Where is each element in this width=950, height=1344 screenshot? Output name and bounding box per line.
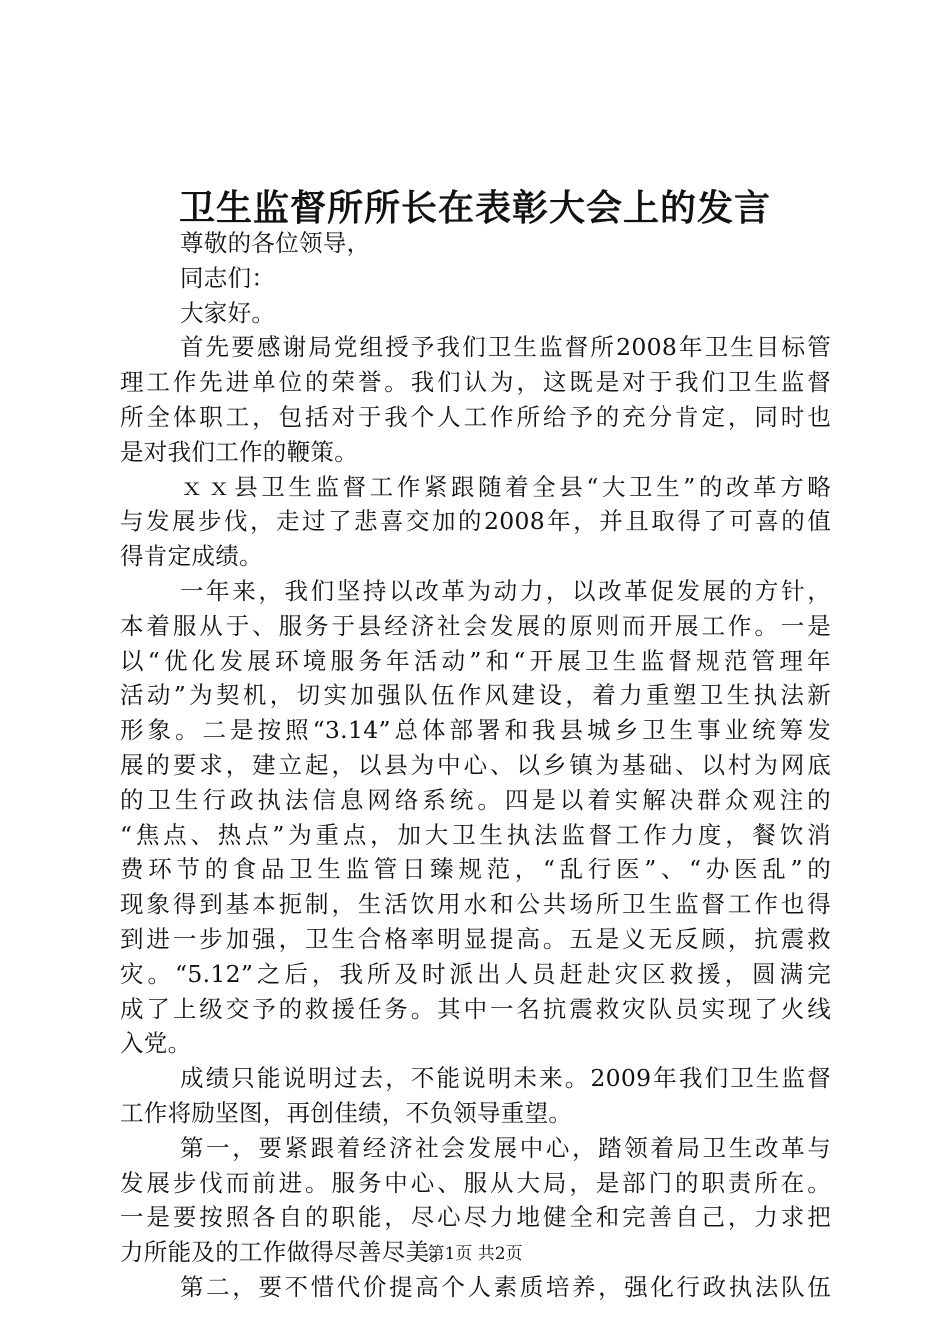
text-line: 得肯定成绩。 xyxy=(120,542,263,571)
text-line: 第二，要不惜代价提高个人素质培养，强化行政执法队伍 xyxy=(180,1272,831,1301)
text-line: 力所能及的工作做得尽善尽美。 xyxy=(120,1238,454,1267)
text-line: 尊敬的各位领导， xyxy=(180,229,371,257)
text-line: ｘｘ县卫生监督工作紧跟随着全县“大卫生”的改革方略 xyxy=(180,472,831,501)
text-line: 以“优化发展环境服务年活动”和“开展卫生监督规范管理年 xyxy=(120,646,831,675)
text-line: 一是要按照各自的职能，尽心尽力地健全和完善自己，力求把 xyxy=(120,1203,831,1232)
text-line: 成了上级交予的救援任务。其中一名抗震救灾队员实现了火线 xyxy=(120,994,831,1023)
text-line: 现象得到基本扼制，生活饮用水和公共场所卫生监督工作也得 xyxy=(120,890,831,919)
text-line: 一年来，我们坚持以改革为动力，以改革促发展的方针， xyxy=(180,576,831,605)
text-line: 到进一步加强，卫生合格率明显提高。五是义无反顾，抗震救 xyxy=(120,924,831,953)
text-line: 形象。二是按照“3.14”总体部署和我县城乡卫生事业统筹发 xyxy=(120,716,831,745)
text-line: 同志们： xyxy=(180,263,276,292)
text-line: 首先要感谢局党组授予我们卫生监督所2008年卫生目标管 xyxy=(180,333,831,362)
text-line: 本着服从于、服务于县经济社会发展的原则而开展工作。一是 xyxy=(120,611,831,640)
document-title: 卫生监督所所长在表彰大会上的发言 xyxy=(178,187,771,229)
text-line: 成绩只能说明过去，不能说明未来。2009年我们卫生监督 xyxy=(180,1064,831,1093)
text-line: 的卫生行政执法信息网络系统。四是以着实解决群众观注的 xyxy=(120,785,831,814)
text-line: 发展步伐而前进。服务中心、服从大局，是部门的职责所在。 xyxy=(120,1168,831,1197)
text-line: 理工作先进单位的荣誉。我们认为，这既是对于我们卫生监督 xyxy=(120,368,831,397)
text-line: 大家好。 xyxy=(180,298,276,327)
text-line: 活动”为契机，切实加强队伍作风建设，着力重塑卫生执法新 xyxy=(120,681,831,710)
text-line: 所全体职工，包括对于我个人工作所给予的充分肯定，同时也 xyxy=(120,402,831,431)
text-line: 工作将励坚图，再创佳绩，不负领导重望。 xyxy=(120,1098,573,1127)
text-line: 与发展步伐，走过了悲喜交加的2008年，并且取得了可喜的值 xyxy=(120,507,831,536)
text-line: 入党。 xyxy=(120,1029,192,1058)
text-line: 灾。“5.12”之后，我所及时派出人员赶赴灾区救援，圆满完 xyxy=(120,959,831,988)
page-number: 第1页 共2页 xyxy=(427,1244,523,1264)
text-line: 第一，要紧跟着经济社会发展中心，踏领着局卫生改革与 xyxy=(180,1133,831,1162)
text-line: 是对我们工作的鞭策。 xyxy=(120,437,358,466)
text-line: “焦点、热点”为重点，加大卫生执法监督工作力度，餐饮消 xyxy=(120,820,831,849)
document-body xyxy=(120,226,831,1305)
text-line: 展的要求，建立起，以县为中心、以乡镇为基础、以村为网底 xyxy=(120,750,831,779)
text-line: 费环节的食品卫生监管日臻规范，“乱行医”、“办医乱”的 xyxy=(120,855,831,884)
